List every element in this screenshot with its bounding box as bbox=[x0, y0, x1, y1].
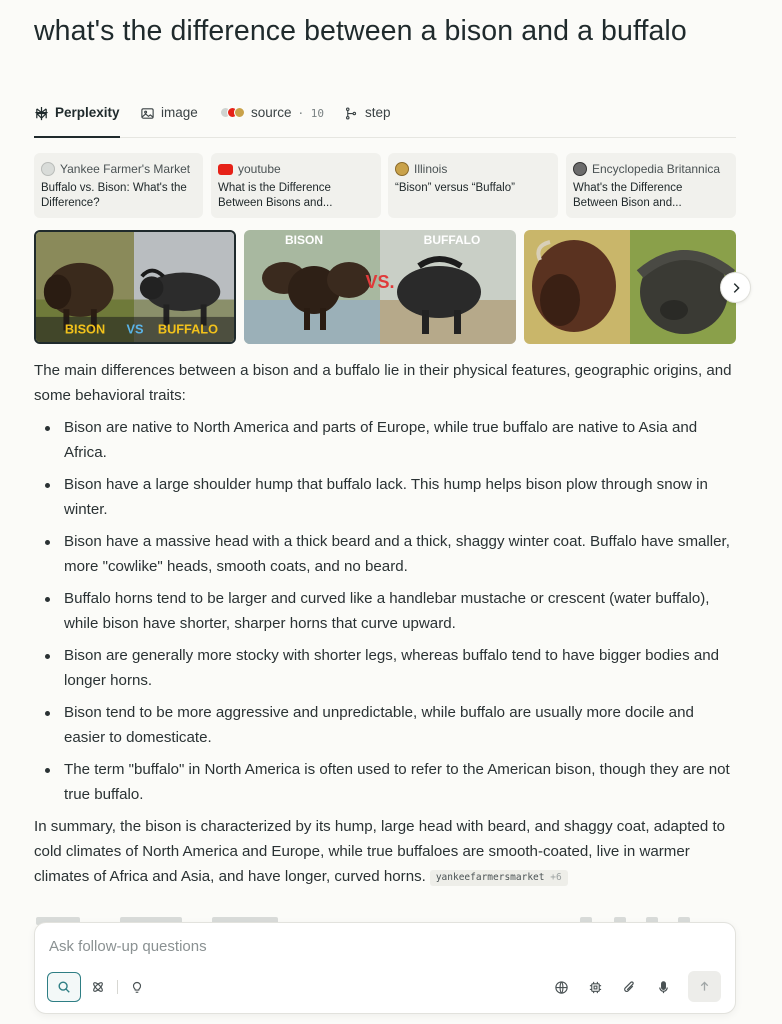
image-label-right: BUFFALO bbox=[423, 233, 481, 247]
summary-text: In summary, the bison is characterized by its hump, large head with beard, and shaggy coat, adapted to cold climates of North America and Europe, while true buffaloes are smooth-coated, live in warmer climates of Africa and Asia, and have longer, curved horns. bbox=[34, 818, 726, 885]
source-cards bbox=[34, 153, 736, 218]
paperclip-icon bbox=[622, 980, 637, 995]
research-mode-button[interactable] bbox=[81, 972, 115, 1002]
voice-input-button[interactable] bbox=[651, 975, 675, 999]
list-item: Bison are generally more stocky with shorter legs, whereas buffalo tend to have bigger bodies and longer horns. bbox=[34, 643, 734, 693]
cpu-chip-icon bbox=[588, 980, 603, 995]
list-item: Buffalo horns tend to be larger and curved like a handlebar mustache or crescent (water buffalo), while bison have shorter, sharper horns that curve upward. bbox=[34, 586, 734, 636]
britannica-favicon-icon bbox=[573, 162, 587, 176]
lightbulb-icon bbox=[130, 980, 144, 994]
image-label-right: BUFFALO bbox=[157, 322, 218, 337]
bison-buffalo-photo-icon bbox=[244, 230, 516, 344]
model-select-button[interactable] bbox=[583, 975, 607, 999]
tab-label: image bbox=[161, 105, 198, 120]
source-card[interactable] bbox=[211, 153, 381, 218]
source-title: What's the Difference Between Bison and... bbox=[573, 182, 683, 209]
follow-up-input[interactable] bbox=[49, 935, 649, 957]
search-mode-selector bbox=[47, 971, 154, 1003]
sources-globe-button[interactable] bbox=[549, 975, 573, 999]
image-label-mid: VS. bbox=[365, 272, 395, 292]
answer-tabs bbox=[34, 96, 736, 138]
answer-bullet-list bbox=[34, 415, 734, 807]
citation-badge[interactable] bbox=[430, 870, 568, 886]
source-title: “Bison” versus “Buffalo” bbox=[395, 182, 515, 194]
source-card[interactable] bbox=[34, 153, 203, 218]
source-card[interactable] bbox=[388, 153, 558, 218]
image-icon bbox=[140, 106, 155, 121]
answer-body bbox=[34, 358, 734, 889]
source-site: youtube bbox=[238, 162, 281, 176]
arrow-up-icon bbox=[698, 980, 711, 993]
list-item: Bison tend to be more aggressive and unpredictable, while buffalo are usually more docile and easier to domesticate. bbox=[34, 700, 734, 750]
citation-more: +6 bbox=[550, 872, 562, 883]
images-next-button[interactable] bbox=[720, 272, 751, 303]
tab-image[interactable] bbox=[140, 96, 198, 138]
answer-summary bbox=[34, 814, 734, 889]
youtube-favicon-icon bbox=[218, 164, 233, 175]
perplexity-logo-icon bbox=[34, 106, 49, 121]
attach-file-button[interactable] bbox=[617, 975, 641, 999]
page-title: what's the difference between a bison and a buffalo bbox=[34, 15, 687, 47]
steps-icon bbox=[344, 106, 359, 121]
labs-mode-button[interactable] bbox=[120, 972, 154, 1002]
illinois-favicon-icon bbox=[395, 162, 409, 176]
list-item: Bison have a massive head with a thick beard and a thick, shaggy winter coat. Buffalo have smaller, more "cowlike" heads, smooth coats, and no beard. bbox=[34, 529, 734, 579]
image-label-left: BISON bbox=[64, 322, 106, 337]
tab-source[interactable] bbox=[220, 96, 324, 138]
search-icon bbox=[57, 980, 71, 994]
microphone-icon bbox=[656, 980, 671, 995]
source-site: Yankee Farmer's Market bbox=[60, 162, 191, 176]
source-favicons-icon bbox=[220, 107, 241, 118]
tab-label: Perplexity bbox=[55, 105, 120, 120]
image-bison-vs-buffalo-2[interactable] bbox=[244, 230, 516, 344]
follow-up-box bbox=[34, 922, 736, 1014]
tab-label: source bbox=[251, 105, 292, 120]
source-title: What is the Difference Between Bisons and... bbox=[218, 182, 333, 209]
tab-label: step bbox=[365, 105, 391, 120]
source-title: Buffalo vs. Bison: What's the Difference? bbox=[41, 182, 187, 209]
source-site: Encyclopedia Britannica bbox=[592, 162, 721, 176]
globe-favicon-icon bbox=[41, 162, 55, 176]
image-label-left: BISON bbox=[284, 233, 324, 247]
bison-buffalo-photo-icon bbox=[36, 232, 234, 342]
atom-icon bbox=[91, 980, 105, 994]
tab-step[interactable] bbox=[344, 96, 391, 138]
image-strip bbox=[34, 230, 736, 344]
image-label-mid: VS bbox=[126, 322, 144, 337]
citation-source: yankeefarmersmarket bbox=[435, 872, 545, 883]
chevron-right-icon bbox=[729, 281, 743, 295]
list-item: Bison have a large shoulder hump that buffalo lack. This hump helps bison plow through snow in winter. bbox=[34, 472, 734, 522]
list-item: Bison are native to North America and parts of Europe, while true buffalo are native to Asia and Africa. bbox=[34, 415, 734, 465]
source-card[interactable] bbox=[566, 153, 736, 218]
answer-intro: The main differences between a bison and a buffalo lie in their physical features, geographic origins, and some behavioral traits: bbox=[34, 362, 732, 404]
mode-divider bbox=[117, 980, 118, 994]
submit-button[interactable] bbox=[688, 971, 721, 1002]
tab-perplexity[interactable] bbox=[34, 96, 120, 138]
source-site: Illinois bbox=[414, 162, 448, 176]
image-bison-vs-buffalo-1[interactable] bbox=[34, 230, 236, 344]
globe-icon bbox=[554, 980, 569, 995]
image-bison-vs-buffalo-3[interactable] bbox=[524, 230, 736, 344]
source-count: · 10 bbox=[297, 107, 325, 120]
bison-buffalo-photo-icon bbox=[524, 230, 736, 344]
search-mode-button[interactable] bbox=[47, 972, 81, 1002]
list-item: The term "buffalo" in North America is often used to refer to the American bison, though they are not true buffalo. bbox=[34, 757, 734, 807]
